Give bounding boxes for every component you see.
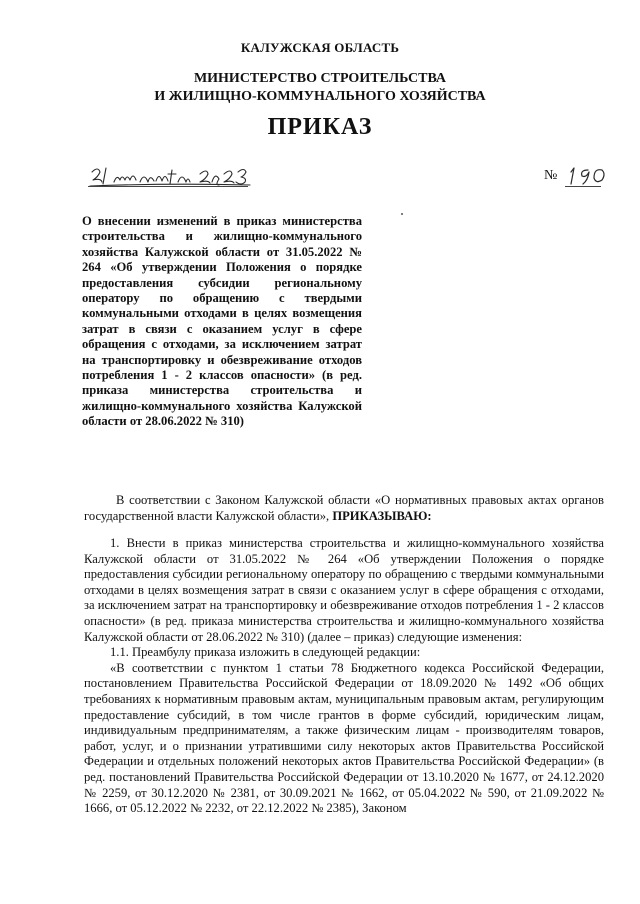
body-paragraph-3: «В соответствии с пунктом 1 статьи 78 Бюджетного кодекса Российской Федерации, постановлением Правительства Российской Федерации от 18.09.2020 № 1492 «Об общих требованиях к нормативным правовым актам, муниципальным правовым актам, регулирующим предоставление субсидий, в том числе грантов в форме субсидий, юридическим лицам, индивидуальным предпринимателям, а также физическим лицам - производителям товаров, работ, услуг, и о признании утратившими силу некоторых актов Правительства Российской Федерации и отдельных положений некоторых актов Правительства Российской Федерации» (в ред. постановлений Правительства Российской Федерации от 13.10.2020 № 1677, от 24.12.2020 № 2259, от 30.12.2020 № 2381, от 30.09.2021 № 1662, от 05.04.2022 № 590, от 21.09.2022 № 1666, от 05.12.2022 № 2232, от 22.12.2022 № 2385), Законом (84, 660, 604, 816)
order-command: ПРИКАЗЫВАЮ: (332, 509, 432, 523)
number-sign: № (544, 168, 558, 183)
number-underline (565, 186, 601, 187)
body-paragraph-1: 1. Внести в приказ министерства строительства и жилищно-коммунального хозяйства Калужской области от 31.05.2022 № 264 «Об утверждении Положения о порядке предоставления субсидии региональному оператору по обращению с твердыми коммунальными отходами в целях возмещения затрат в связи с оказанием услуг в сфере обращения с отходами, за исключением затрат на транспортировку и обезвреживание отходов потребления 1 - 2 классов опасности» (в ред. приказа министерства строительства и жилищно-коммунального хозяйства Калужской области от 28.06.2022 № 310) (далее – приказ) следующие изменения: (84, 536, 604, 644)
order-title: О внесении изменений в приказ министерства строительства и жилищно-коммунального хозяйства Калужской области от 31.05.2022 № 264 «Об утверждении Положения о порядке предоставления субсидии региональному оператору по обращению с твердыми коммунальными отходами в целях возмещения затрат в связи с оказанием услуг в сфере обращения с отходами, за исключением затрат на транспортировку и обезвреживание отходов потребления 1 - 2 классов опасности» (в ред. приказа министерства строительства и жилищно-коммунального хозяйства Калужской области от 28.06.2022 № 310) (82, 214, 362, 429)
preamble-paragraph (84, 492, 604, 524)
preamble-text: В соответствии с Законом Калужской области «О нормативных правовых актах органов государственной власти Калужской области», (84, 493, 604, 523)
ministry-heading (0, 70, 640, 106)
region-heading: КАЛУЖСКАЯ ОБЛАСТЬ (240, 40, 400, 55)
date-underline (88, 186, 248, 187)
order-body (84, 536, 604, 817)
ministry-heading-line-1: МИНИСТЕРСТВО СТРОИТЕЛЬСТВА (193, 71, 447, 86)
body-paragraph-2: 1.1. Преамбулу приказа изложить в следующей редакции: (110, 645, 421, 660)
ministry-heading-line-2: И ЖИЛИЩНО-КОММУНАЛЬНОГО ХОЗЯЙСТВА (154, 89, 486, 104)
scan-speck (401, 213, 403, 215)
handwritten-number-strokes (566, 164, 612, 186)
document-type-title: ПРИКАЗ (267, 114, 373, 140)
